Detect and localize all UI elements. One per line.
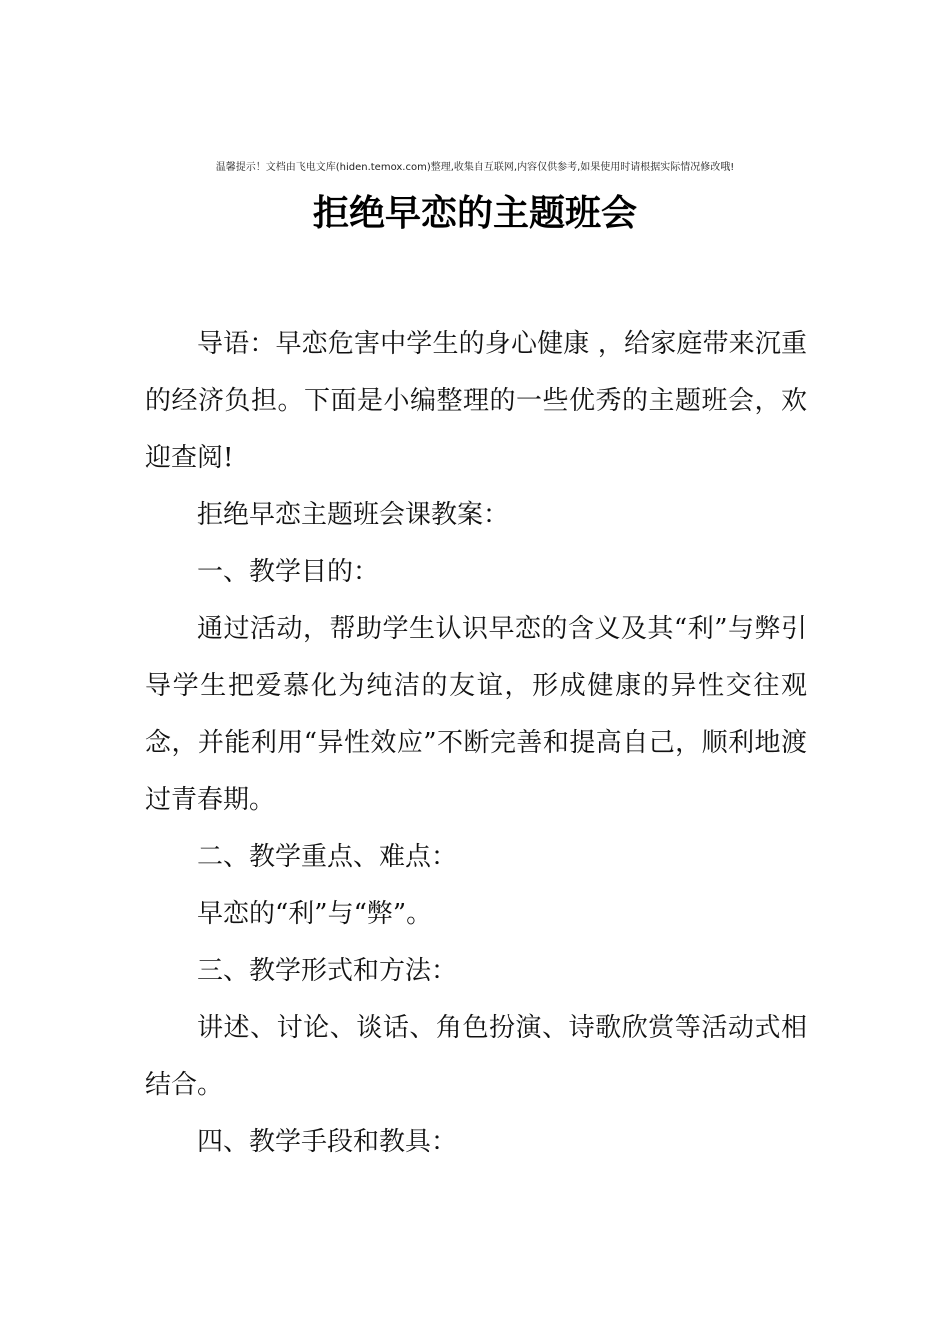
section-heading-methods: 三、教学形式和方法： — [197, 956, 458, 986]
intro-paragraph: 导语：早恋危害中学生的身心健康 ，给家庭带来沉重的经济负担。下面是小编整理的一些优秀的主题班会，欢迎查阅! — [145, 329, 807, 473]
lesson-plan-heading: 拒绝早恋主题班会课教案： — [197, 500, 510, 530]
document-body — [145, 316, 807, 1171]
document-title: 拒绝早恋的主题班会 — [312, 193, 637, 234]
section-heading-objectives: 一、教学目的： — [197, 557, 380, 587]
methods-paragraph: 讲述、讨论、谈话、角色扮演、诗歌欣赏等活动式相结合。 — [145, 1013, 807, 1100]
section-heading-key-points: 二、教学重点、难点： — [197, 842, 458, 872]
section-heading-tools: 四、教学手段和教具： — [197, 1127, 458, 1157]
key-points-paragraph: 早恋的“利”与“弊”。 — [197, 899, 433, 929]
header-notice: 温馨提示！文档由飞电文库(hiden.temox.com)整理,收集自互联网,内容仅供参考,如果使用时请根据实际情况修改哦! — [215, 162, 735, 173]
objectives-paragraph: 通过活动，帮助学生认识早恋的含义及其“利”与弊引导学生把爱慕化为纯洁的友谊，形成健康的异性交往观念，并能利用“异性效应”不断完善和提高自己，顺利地渡过青春期。 — [145, 614, 807, 815]
